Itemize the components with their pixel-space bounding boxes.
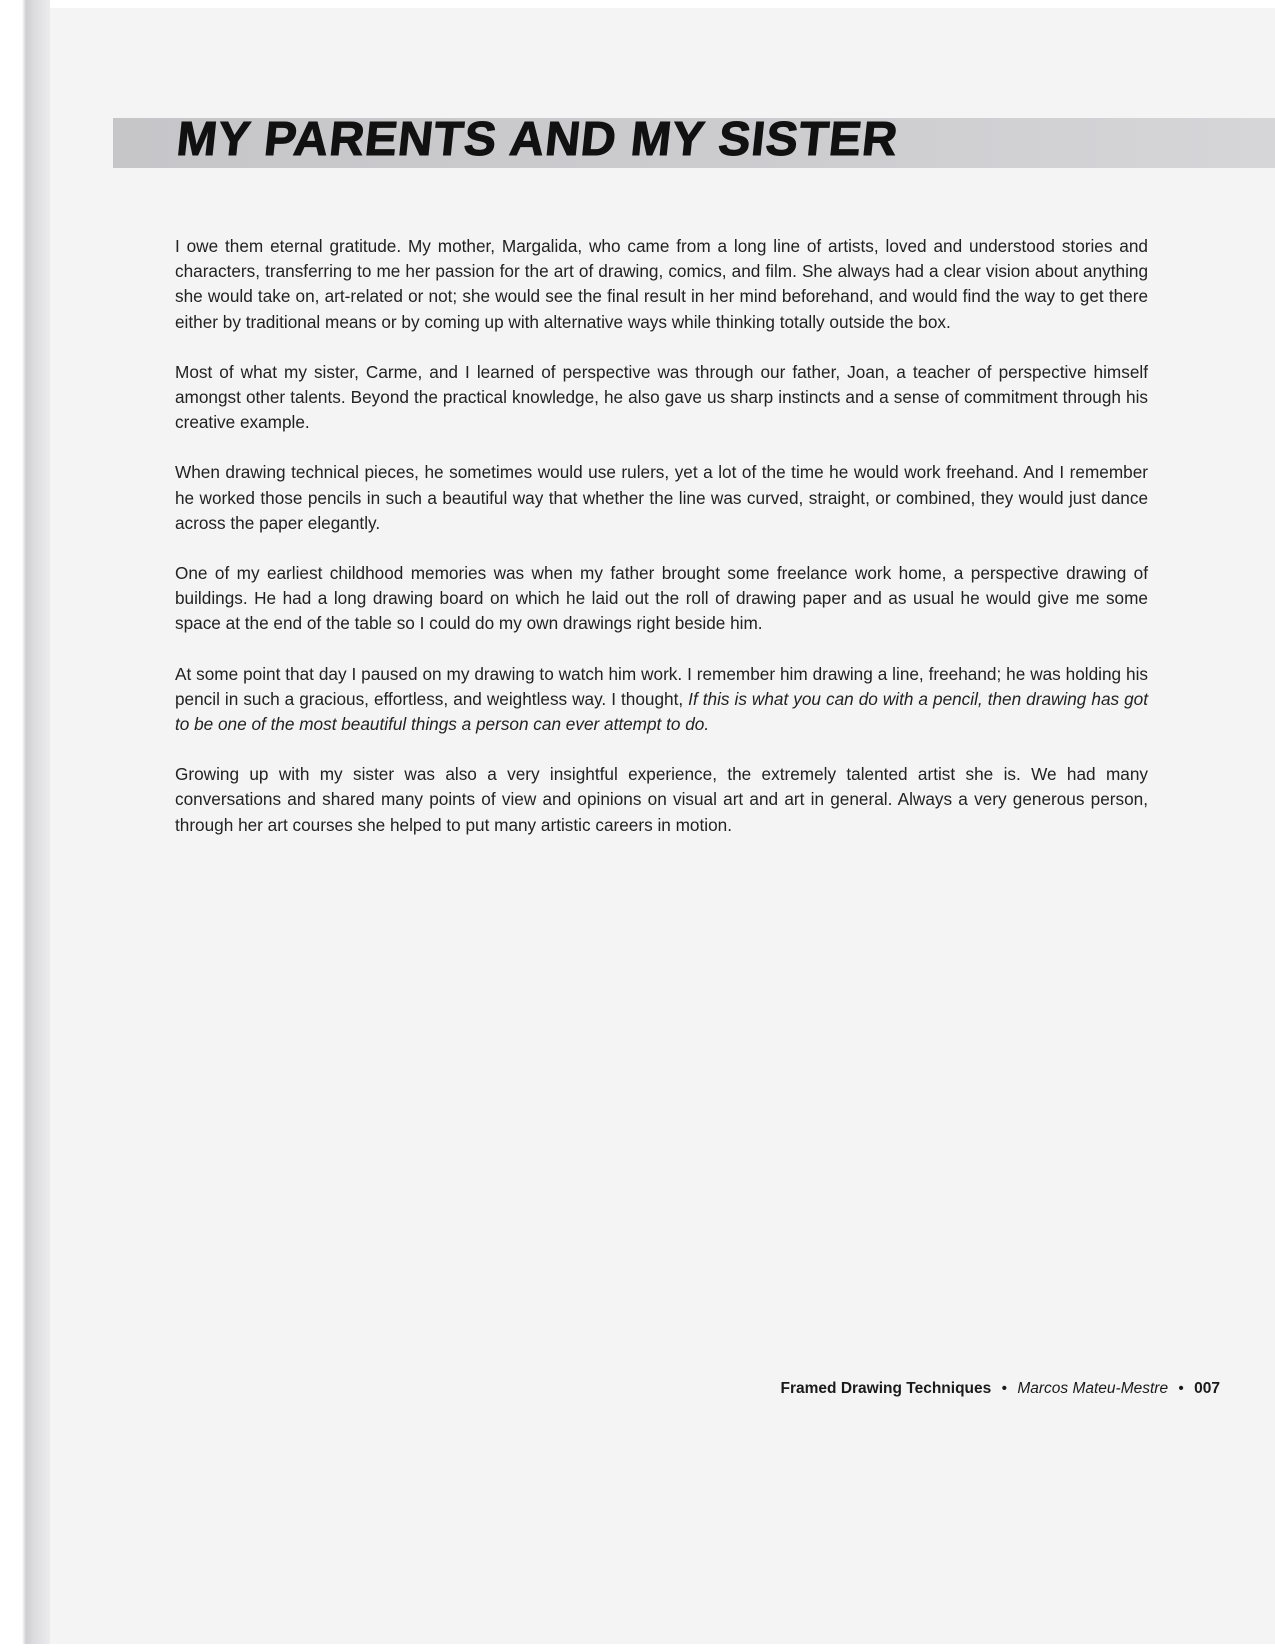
paragraph-1: I owe them eternal gratitude. My mother, Margalida, who came from a long line of artists, loved and understood stories and characters, transferring to me her passion for the art of drawing, comics, and film. She always had a clear vision about anything she would take on, art-related or not; she would see the final result in her mind beforehand, and would find the way to get there either by traditional means or by coming up with alternative ways while thinking totally outside the box. xyxy=(175,236,1148,332)
body-text xyxy=(175,234,1148,863)
page-title: MY PARENTS AND MY SISTER xyxy=(174,113,901,166)
footer-separator: • xyxy=(1001,1380,1008,1397)
page-bottom-edge xyxy=(0,1644,1275,1650)
paragraph-5-quote: If this is what you can do with a pencil, then drawing has got to be one of the most beautiful things a person can ever attempt to do. xyxy=(175,688,1149,735)
page-footer xyxy=(781,1380,1220,1398)
paragraph-6: Growing up with my sister was also a very insightful experience, the extremely talented artist she is. We had many conversations and shared many points of view and opinions on visual art and art in general. Always a very generous person, through her art courses she helped to put many artistic careers in motion. xyxy=(175,764,1148,835)
paragraph-4: One of my earliest childhood memories was when my father brought some freelance work home, a perspective drawing of buildings. He had a long drawing board on which he laid out the roll of drawing paper and as usual he would give me some space at the end of the table so I could do my own drawings right beside him. xyxy=(175,563,1148,634)
footer-book-title: Framed Drawing Techniques xyxy=(780,1380,992,1397)
footer-page-number: 007 xyxy=(1194,1380,1220,1397)
paragraph-2: Most of what my sister, Carme, and I learned of perspective was through our father, Joan, a teacher of perspective himself amongst other talents. Beyond the practical knowledge, he also gave us sharp instincts and a sense of commitment through his creative example. xyxy=(175,361,1148,433)
footer-author: Marcos Mateu-Mestre xyxy=(1017,1380,1169,1397)
paragraph-3: When drawing technical pieces, he sometimes would use rulers, yet a lot of the time he would work freehand. And I remember he worked those pencils in such a beautiful way that whether the line was curved, straight, or combined, they would just dance across the paper elegantly. xyxy=(175,462,1148,533)
footer-separator-2: • xyxy=(1178,1380,1184,1397)
page-top-edge xyxy=(0,0,1275,8)
paragraph-5-text: At some point that day I paused on my drawing to watch him work. I remember him drawing a line, freehand; he was holding his pencil in such a gracious, effortless, and weightless way. I thought, xyxy=(175,663,1148,709)
paragraph-5 xyxy=(175,662,1148,738)
book-spine-shadow xyxy=(0,0,50,1650)
